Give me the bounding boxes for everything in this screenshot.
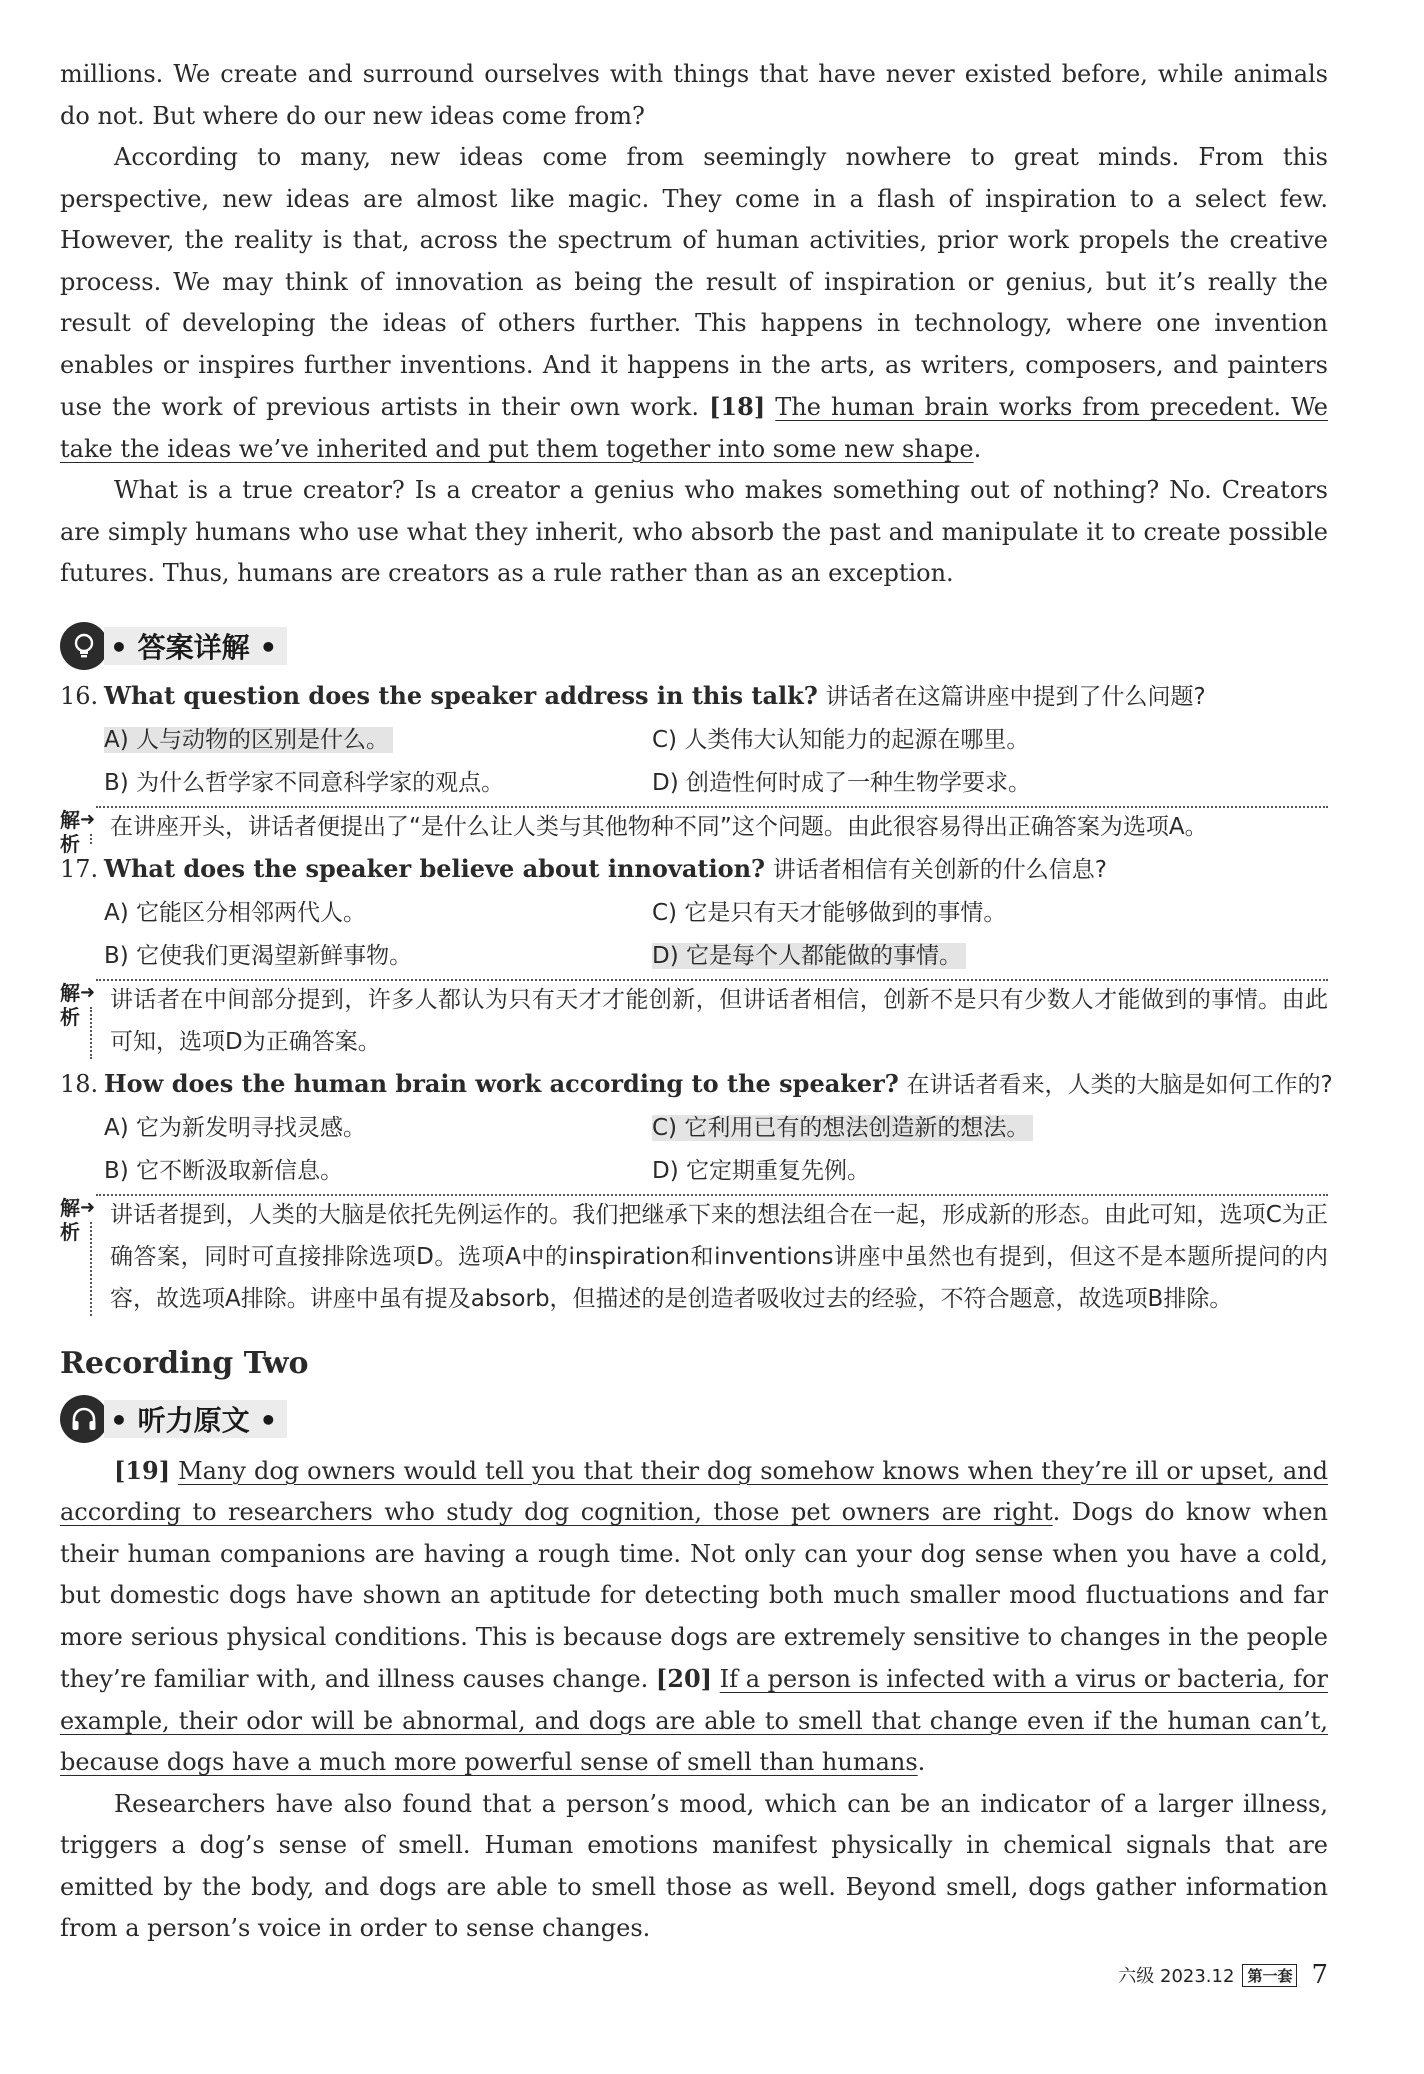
paragraph-1: [19] Many dog owners would tell you that their dog somehow knows when they’re ill or upset, and according to researchers who study dog cognition, those pet owners are right. Dogs do know when their human companions are having a rough time. Not only can your dog sense when you have a cold, but domestic dogs have shown an aptitude for detecting both much smaller mood fluctuations and far more serious physical conditions. This is because dogs are extremely sensitive to changes in the people they’re familiar with, and illness causes change. [20] If a person is infected with a virus or bacteria, for example, their odor will be abnormal, and dogs are able to smell that change even if the human can’t, because dogs have a much more powerful sense of smell than humans.: [60, 1455, 1328, 1776]
paragraph-3: What is a true creator? Is a creator a genius who makes something out of nothing? No. Creators are simply humans who use what they inherit, who absorb the past and manipulate it to create possible futures. Thus, humans are creators as a rule rather than as an exception.: [60, 476, 1328, 587]
question-text: What does the speaker believe about innovation?: [104, 853, 766, 883]
option-d: D) 它定期重复先例。: [652, 1157, 870, 1184]
paragraph-1: millions. We create and surround ourselves with things that have never existed before, while animals do not. But where do our new ideas come from?: [60, 60, 1328, 130]
option-d: D) 创造性何时成了一种生物学要求。: [652, 769, 1031, 796]
analysis-tag: 解析 ➜: [60, 980, 96, 1029]
paragraph-2: Researchers have also found that a person’s mood, which can be an indicator of a larger illness, triggers a dog’s sense of smell. Human emotions manifest physically in chemical signals that are emitted by the body, and dogs are able to smell those as well. Beyond smell, dogs gather information from a person’s voice in order to sense changes.: [60, 1789, 1328, 1942]
exam-label: 六级 2023.12: [1118, 1966, 1235, 1987]
set-badge: 第一套: [1242, 1964, 1297, 1987]
question-translation: 讲话者在这篇讲座中提到了什么问题?: [825, 683, 1206, 710]
question-18: [60, 1063, 1333, 1320]
arrow-icon: ➜: [80, 981, 96, 1003]
question-17: [60, 848, 1328, 1063]
question-number: 18.: [60, 1069, 99, 1098]
question-translation: 在讲话者看来，人类的大脑是如何工作的?: [906, 1071, 1333, 1098]
question-number: 16.: [60, 681, 99, 710]
marker-20: [20]: [655, 1664, 712, 1693]
options-grid: [60, 891, 1328, 977]
passage-one: [60, 0, 1328, 595]
underlined-answer-18: The human brain works from precedent. We take the ideas we’ve inherited and put them together into some new shape: [60, 393, 1328, 463]
option-a: A) 它为新发明寻找灵感。: [104, 1114, 367, 1141]
analysis-text: 讲话者提到，人类的大脑是依托先例运作的。我们把继承下来的想法组合在一起，形成新的形态。由此可知，选项C为正确答案，同时可直接排除选项D。选项A中的inspiration和inventions讲座中虽然也有提到，但这不是本题所提问的内容，故选项A排除。讲座中虽有提及absorb，但描述的是创造者吸收过去的经验，不符合题意，故选项B排除。: [110, 1201, 1328, 1312]
page-content: [60, 0, 1333, 1950]
passage-two: [60, 1450, 1328, 1950]
analysis-box: [60, 1194, 1328, 1320]
question-number: 17.: [60, 854, 99, 883]
underlined-answer-19: Many dog owners would tell you that their dog somehow knows when they’re ill or upset, and according to researchers who study dog cognition, those pet owners are right: [60, 1456, 1328, 1526]
option-a: A) 人与动物的区别是什么。: [104, 718, 652, 761]
recording-two-title: Recording Two: [60, 1345, 309, 1381]
underlined-answer-20: If a person is infected with a virus or bacteria, for example, their odor will be abnormal, and dogs are able to smell that change even if the human can’t, because dogs have a much more powerful sense of smell than humans: [60, 1665, 1328, 1776]
transcript-header-label: • 听力原文 •: [104, 1400, 287, 1438]
paragraph-2: According to many, new ideas come from seemingly nowhere to great minds. From this perspective, new ideas are almost like magic. They come in a flash of inspiration to a select few. However, the reality is that, across the spectrum of human activities, prior work propels the creative process. We may think of innovation as being the result of inspiration or genius, but it’s really the result of developing the ideas of others further. This happens in technology, where one invention enables or inspires further inventions. And it happens in the arts, as writers, composers, and painters use the work of previous artists in their own work. [18] The human brain works from precedent. We take the ideas we’ve inherited and put them together into some new shape.: [60, 143, 1328, 463]
arrow-icon: ➜: [80, 808, 96, 830]
answers-section-header: [60, 621, 1328, 671]
arrow-icon: ➜: [80, 1196, 96, 1218]
question-text: How does the human brain work according to the speaker?: [104, 1068, 899, 1098]
marker-19: [19]: [114, 1455, 171, 1485]
headphones-icon: [60, 1395, 108, 1443]
answers-header-label: • 答案详解 •: [104, 627, 287, 665]
options-grid: [60, 1106, 1328, 1192]
analysis-box: [60, 806, 1328, 856]
option-c: C) 人类伟大认知能力的起源在哪里。: [652, 726, 1030, 753]
option-b: B) 为什么哲学家不同意科学家的观点。: [104, 769, 505, 796]
question-16: [60, 675, 1328, 856]
marker-18: [18]: [709, 392, 766, 421]
option-b: B) 它不断汲取新信息。: [104, 1157, 344, 1184]
option-a: A) 它能区分相邻两代人。: [104, 899, 367, 926]
options-grid: [60, 718, 1328, 804]
page-number: 7: [1311, 1960, 1328, 1990]
question-translation: 讲话者相信有关创新的什么信息?: [772, 856, 1107, 883]
option-c: C) 它利用已有的想法创造新的想法。: [652, 1106, 1372, 1149]
option-d: D) 它是每个人都能做的事情。: [652, 934, 1372, 977]
analysis-text: 讲话者在中间部分提到，许多人都认为只有天才才能创新，但讲话者相信，创新不是只有少数人才能做到的事情。由此可知，选项D为正确答案。: [110, 986, 1328, 1055]
option-b: B) 它使我们更渴望新鲜事物。: [104, 942, 413, 969]
analysis-tag: 解析 ➜: [60, 807, 96, 856]
question-text: What question does the speaker address in this talk?: [104, 680, 818, 710]
transcript-section-header: [60, 1394, 1328, 1444]
analysis-box: [60, 979, 1328, 1063]
option-c: C) 它是只有天才能够做到的事情。: [652, 899, 1007, 926]
analysis-text: 在讲座开头，讲话者便提出了“是什么让人类与其他物种不同”这个问题。由此很容易得出正确答案为选项A。: [110, 813, 1208, 840]
page-footer: [1118, 1960, 1328, 1990]
lightbulb-icon: [60, 622, 108, 670]
analysis-tag: 解析 ➜: [60, 1195, 96, 1244]
